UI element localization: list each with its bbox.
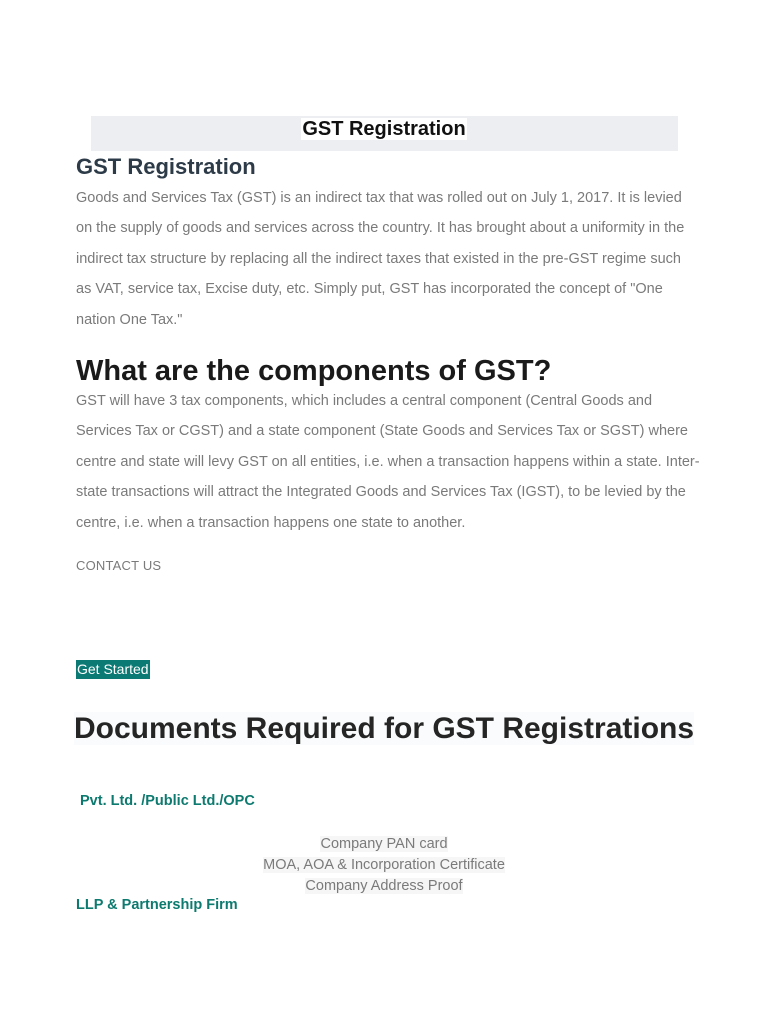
document-item-text: Company PAN card [320, 836, 448, 852]
gst-registration-heading: GST Registration [76, 154, 256, 179]
contact-us-link[interactable]: CONTACT US [76, 558, 162, 573]
gst-intro-paragraph: Goods and Services Tax (GST) is an indirect tax that was rolled out on July 1, 2017. It is levied on the supply of goods and services across the country. It has brought about a uniformity in the indirect tax structure by replacing all the indirect taxes that existed in the pre-GST regime such as VAT, service tax, Excise duty, etc. Simply put, GST has incorporated the concept of "One nation One Tax." [76, 190, 685, 328]
get-started-button[interactable]: Get Started [77, 661, 149, 677]
llp-partnership-heading: LLP & Partnership Firm [76, 897, 238, 913]
documents-heading-text: Documents Required for GST Registrations [73, 712, 695, 745]
list-item [0, 876, 768, 897]
list-item [0, 855, 768, 876]
documents-heading [0, 711, 768, 747]
document-item-text: MOA, AOA & Incorporation Certificate [263, 857, 505, 873]
list-item [0, 834, 768, 855]
banner-title-text: GST Registration [302, 118, 466, 140]
pvt-ltd-heading: Pvt. Ltd. /Public Ltd./OPC [80, 793, 255, 809]
components-paragraph: GST will have 3 tax components, which includes a central component (Central Goods and Services Tax or CGST) and a state component (State Goods and Services Tax or SGST) where centre and state will levy GST on all entities, i.e. when a transaction happens within a state. Inter-state transactions will attract the Integrated Goods and Services Tax (IGST), to be levied by the centre, i.e. when a transaction happens one state to another. [76, 393, 700, 531]
pvt-ltd-document-list [0, 834, 768, 897]
banner-title [0, 118, 768, 141]
components-heading: What are the components of GST? [76, 355, 552, 387]
document-item-text: Company Address Proof [305, 878, 463, 894]
